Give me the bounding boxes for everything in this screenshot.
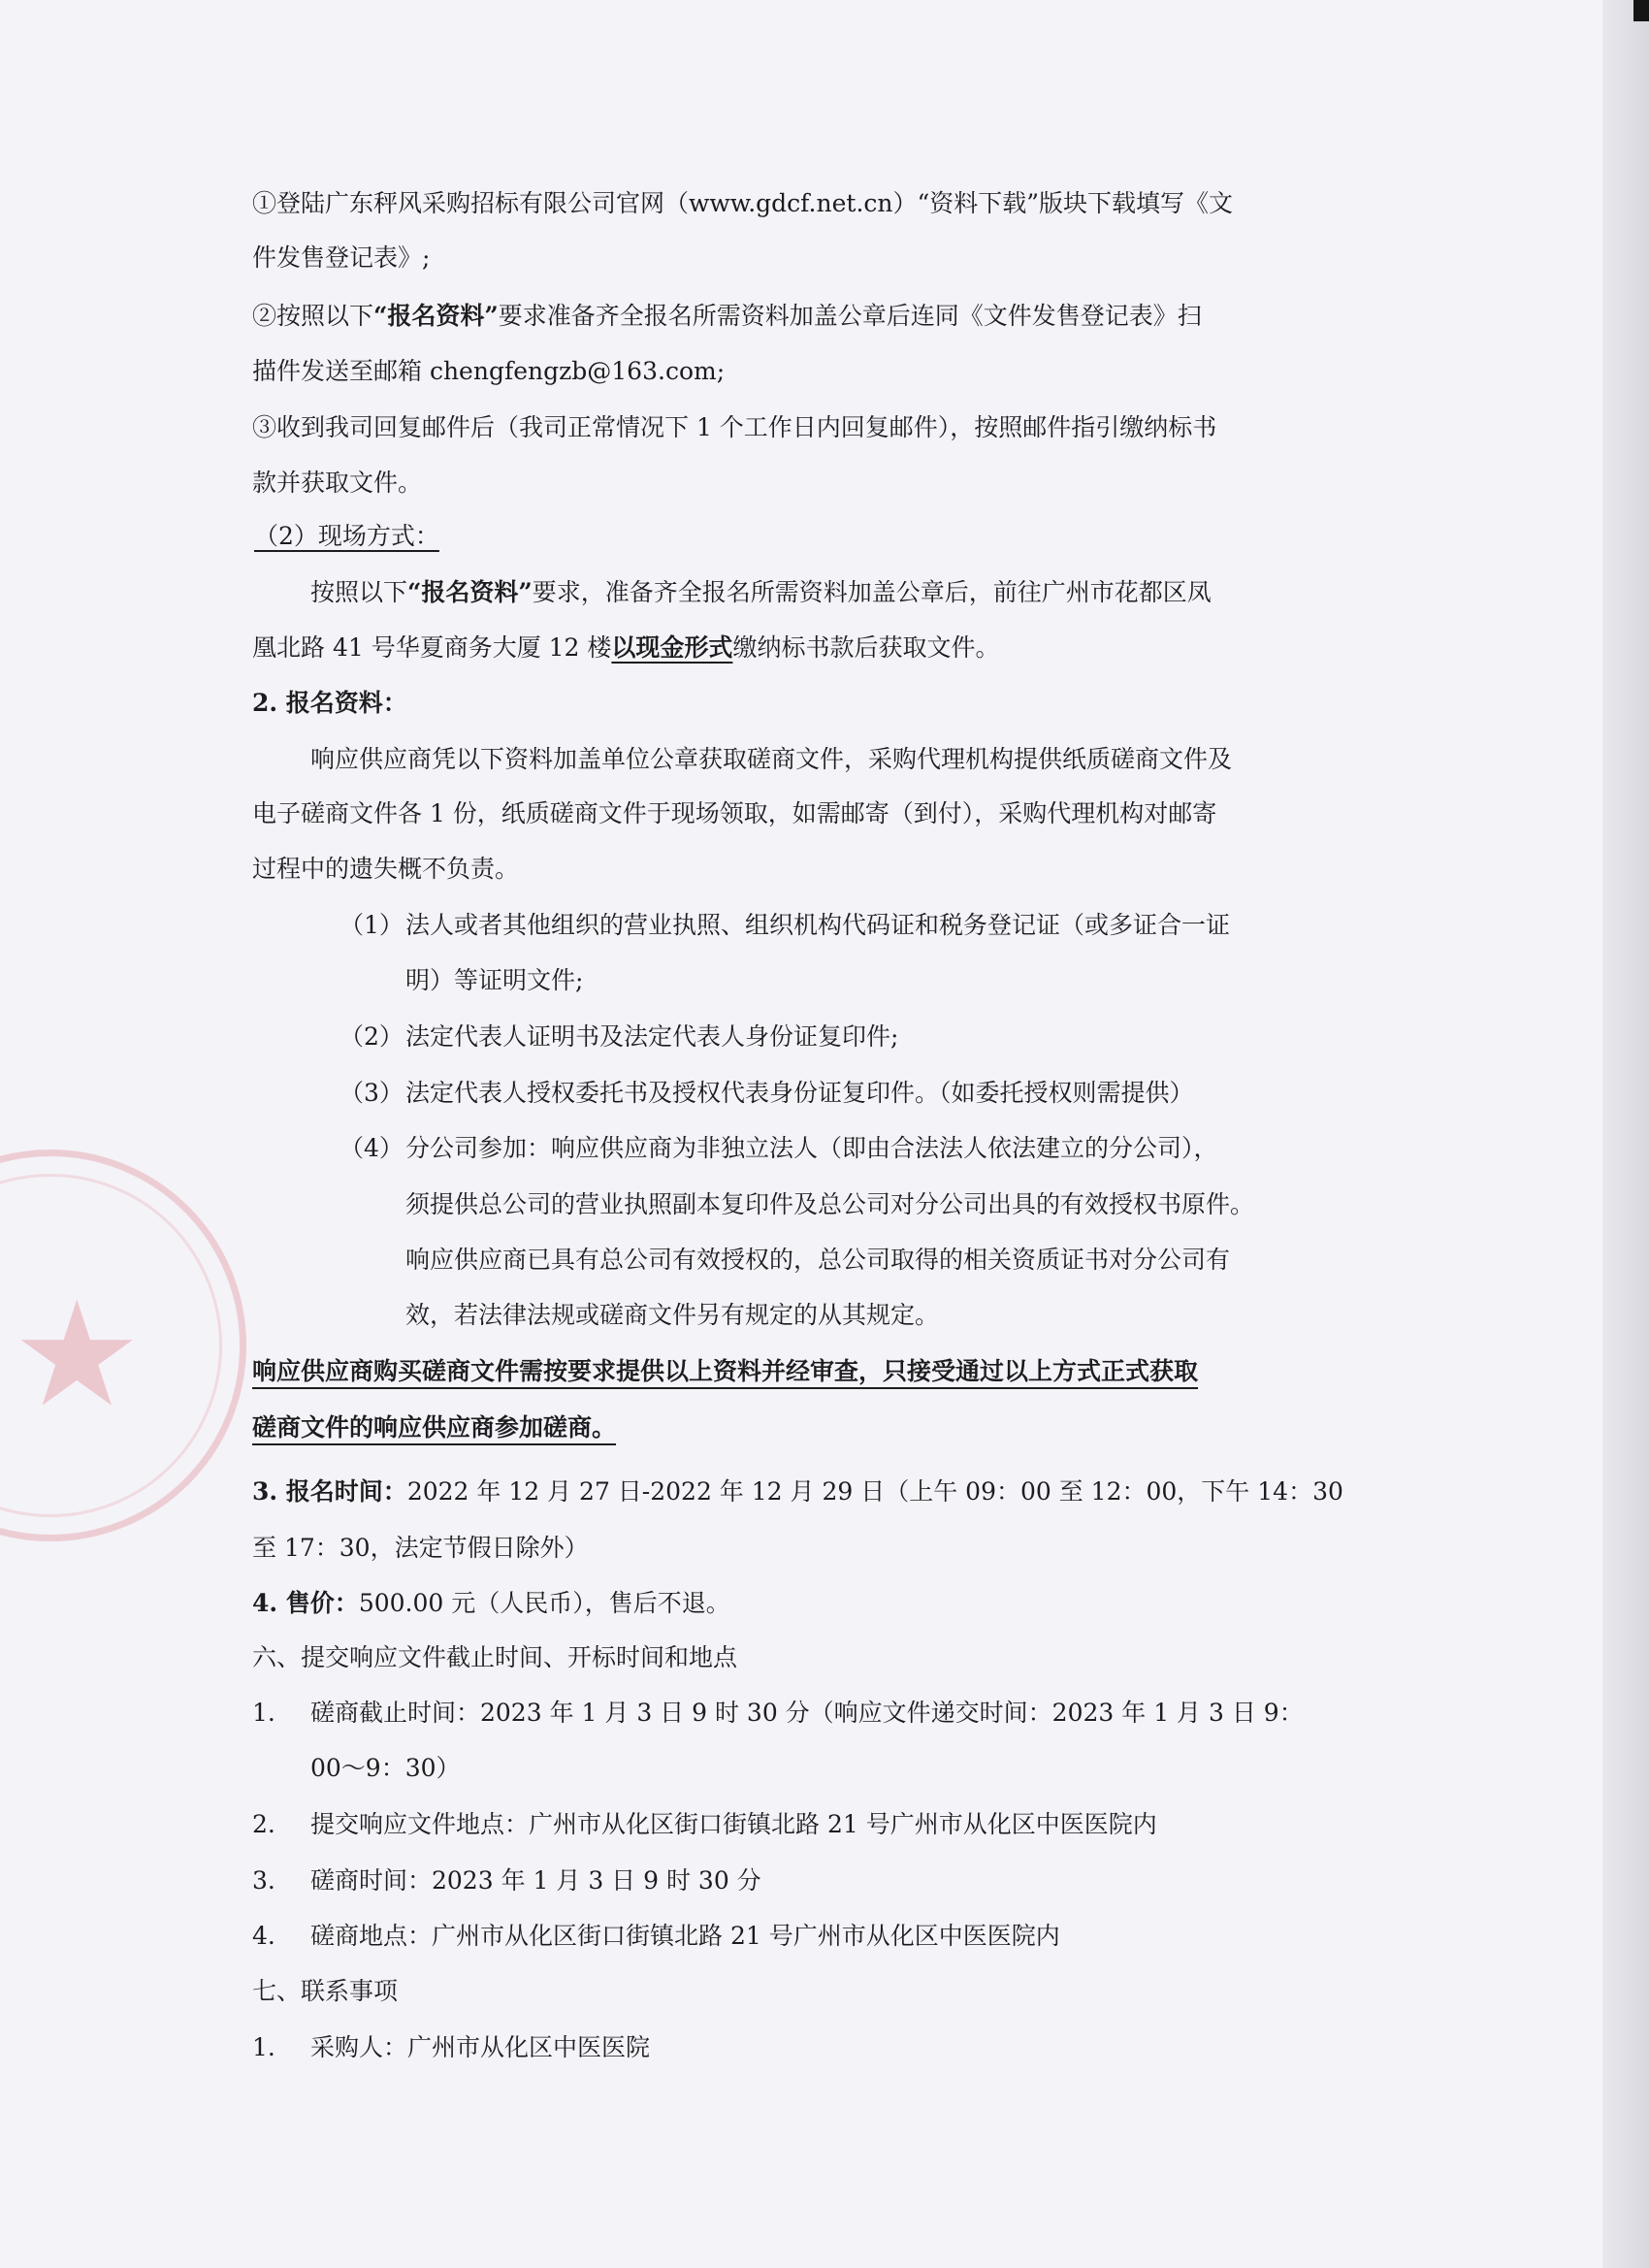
notice-text: 响应供应商购买磋商文件需按要求提供以上资料并经审查，只接受通过以上方式正式获取	[252, 1357, 1199, 1385]
text-line: 明）等证明文件;	[405, 966, 584, 994]
list-number: （1）	[340, 911, 404, 939]
text-line: 磋商截止时间：2023 年 1 月 3 日 9 时 30 分（响应文件递交时间：2023 年 1 月 3 日 9：	[310, 1699, 1304, 1727]
underlined-term: 以现金形式	[611, 633, 733, 662]
text-line	[252, 300, 1202, 333]
list-number: 3.	[252, 1866, 275, 1895]
text-line: ①登陆广东秤风采购招标有限公司官网（www.gdcf.net.cn）“资料下载”版块下载填写《文	[252, 189, 1234, 217]
text-line	[252, 1587, 730, 1620]
text-line: 分公司参加：响应供应商为非独立法人（即由合法法人依法建立的分公司），	[405, 1134, 1218, 1162]
text-span: 2022 年 12 月 27 日-2022 年 12 月 29 日（上午 09：00 至 12：00，下午 14：30	[406, 1477, 1343, 1506]
section-heading: 七、联系事项	[252, 1977, 399, 2005]
notice-line	[252, 1355, 1198, 1388]
text-line: 至 17：30，法定节假日除外）	[252, 1534, 589, 1562]
text-span: 要求准备齐全报名所需资料加盖公章后连同《文件发售登记表》扫	[498, 302, 1202, 330]
list-number: 1.	[252, 2033, 275, 2061]
text-line: 电子磋商文件各 1 份，纸质磋商文件于现场领取，如需邮寄（到付），采购代理机构对邮寄	[252, 799, 1217, 827]
list-number: （3）	[340, 1079, 404, 1107]
label-bold: 3. 报名时间：	[252, 1477, 407, 1506]
label-bold: 4. 售价：	[252, 1589, 359, 1617]
text-line: 描件发送至邮箱 chengfengzb@163.com;	[252, 357, 726, 385]
subheading-onsite	[254, 520, 439, 553]
text-line: 采购人：广州市从化区中医医院	[310, 2033, 651, 2061]
text-span: 缴纳标书款后获取文件。	[732, 633, 1000, 662]
text-line: 法定代表人授权委托书及授权代表身份证复印件。（如委托授权则需提供）	[405, 1079, 1194, 1107]
seal-star-icon: ★	[12, 1271, 143, 1440]
official-seal	[0, 1150, 246, 1541]
text-line: 法定代表人证明书及法定代表人身份证复印件;	[405, 1022, 899, 1051]
scan-edge	[1602, 0, 1649, 2268]
text-line: 效，若法律法规或磋商文件另有规定的从其规定。	[405, 1301, 940, 1329]
bold-term: “报名资料”	[407, 578, 533, 606]
scan-corner	[1633, 0, 1649, 21]
text-line: 过程中的遗失概不负责。	[252, 855, 520, 883]
text-span: 凰北路 41 号华夏商务大厦 12 楼	[252, 633, 612, 662]
text-line: 响应供应商凭以下资料加盖单位公章获取磋商文件，采购代理机构提供纸质磋商文件及	[310, 745, 1233, 773]
text-line: 法人或者其他组织的营业执照、组织机构代码证和税务登记证（或多证合一证	[405, 911, 1231, 939]
text-line: 件发售登记表》;	[252, 243, 431, 272]
text-span: ②按照以下	[252, 302, 374, 330]
subheading-text: （2）现场方式：	[254, 522, 439, 550]
text-line: 00～9：30）	[310, 1754, 461, 1782]
list-number: （2）	[340, 1022, 404, 1051]
text-span: 500.00 元（人民币），售后不退。	[358, 1589, 730, 1617]
list-number: 2.	[252, 1810, 275, 1838]
text-line: 须提供总公司的营业执照副本复印件及总公司对分公司出具的有效授权书原件。	[405, 1190, 1255, 1218]
list-number: 1.	[252, 1699, 275, 1727]
text-line: 响应供应商已具有总公司有效授权的，总公司取得的相关资质证书对分公司有	[405, 1246, 1231, 1274]
section-heading: 六、提交响应文件截止时间、开标时间和地点	[252, 1643, 738, 1671]
list-number: 4.	[252, 1922, 275, 1950]
bold-term: “报名资料”	[373, 302, 499, 330]
text-line: 款并获取文件。	[252, 469, 423, 497]
text-line	[252, 632, 999, 664]
text-line: ③收到我司回复邮件后（我司正常情况下 1 个工作日内回复邮件），按照邮件指引缴纳标书	[252, 413, 1217, 441]
text-line: 提交响应文件地点：广州市从化区街口街镇北路 21 号广州市从化区中医医院内	[310, 1810, 1157, 1838]
section-heading: 2. 报名资料：	[252, 689, 407, 717]
text-line: 磋商时间：2023 年 1 月 3 日 9 时 30 分	[310, 1866, 761, 1895]
text-line: 磋商地点：广州市从化区街口街镇北路 21 号广州市从化区中医医院内	[310, 1922, 1060, 1950]
text-span: 按照以下	[310, 578, 408, 606]
notice-line	[252, 1411, 616, 1444]
list-number: （4）	[340, 1134, 404, 1162]
notice-text: 磋商文件的响应供应商参加磋商。	[252, 1413, 617, 1442]
text-span: 要求，准备齐全报名所需资料加盖公章后，前往广州市花都区凤	[532, 578, 1212, 606]
text-line	[310, 576, 1212, 609]
text-line	[252, 1475, 1343, 1508]
